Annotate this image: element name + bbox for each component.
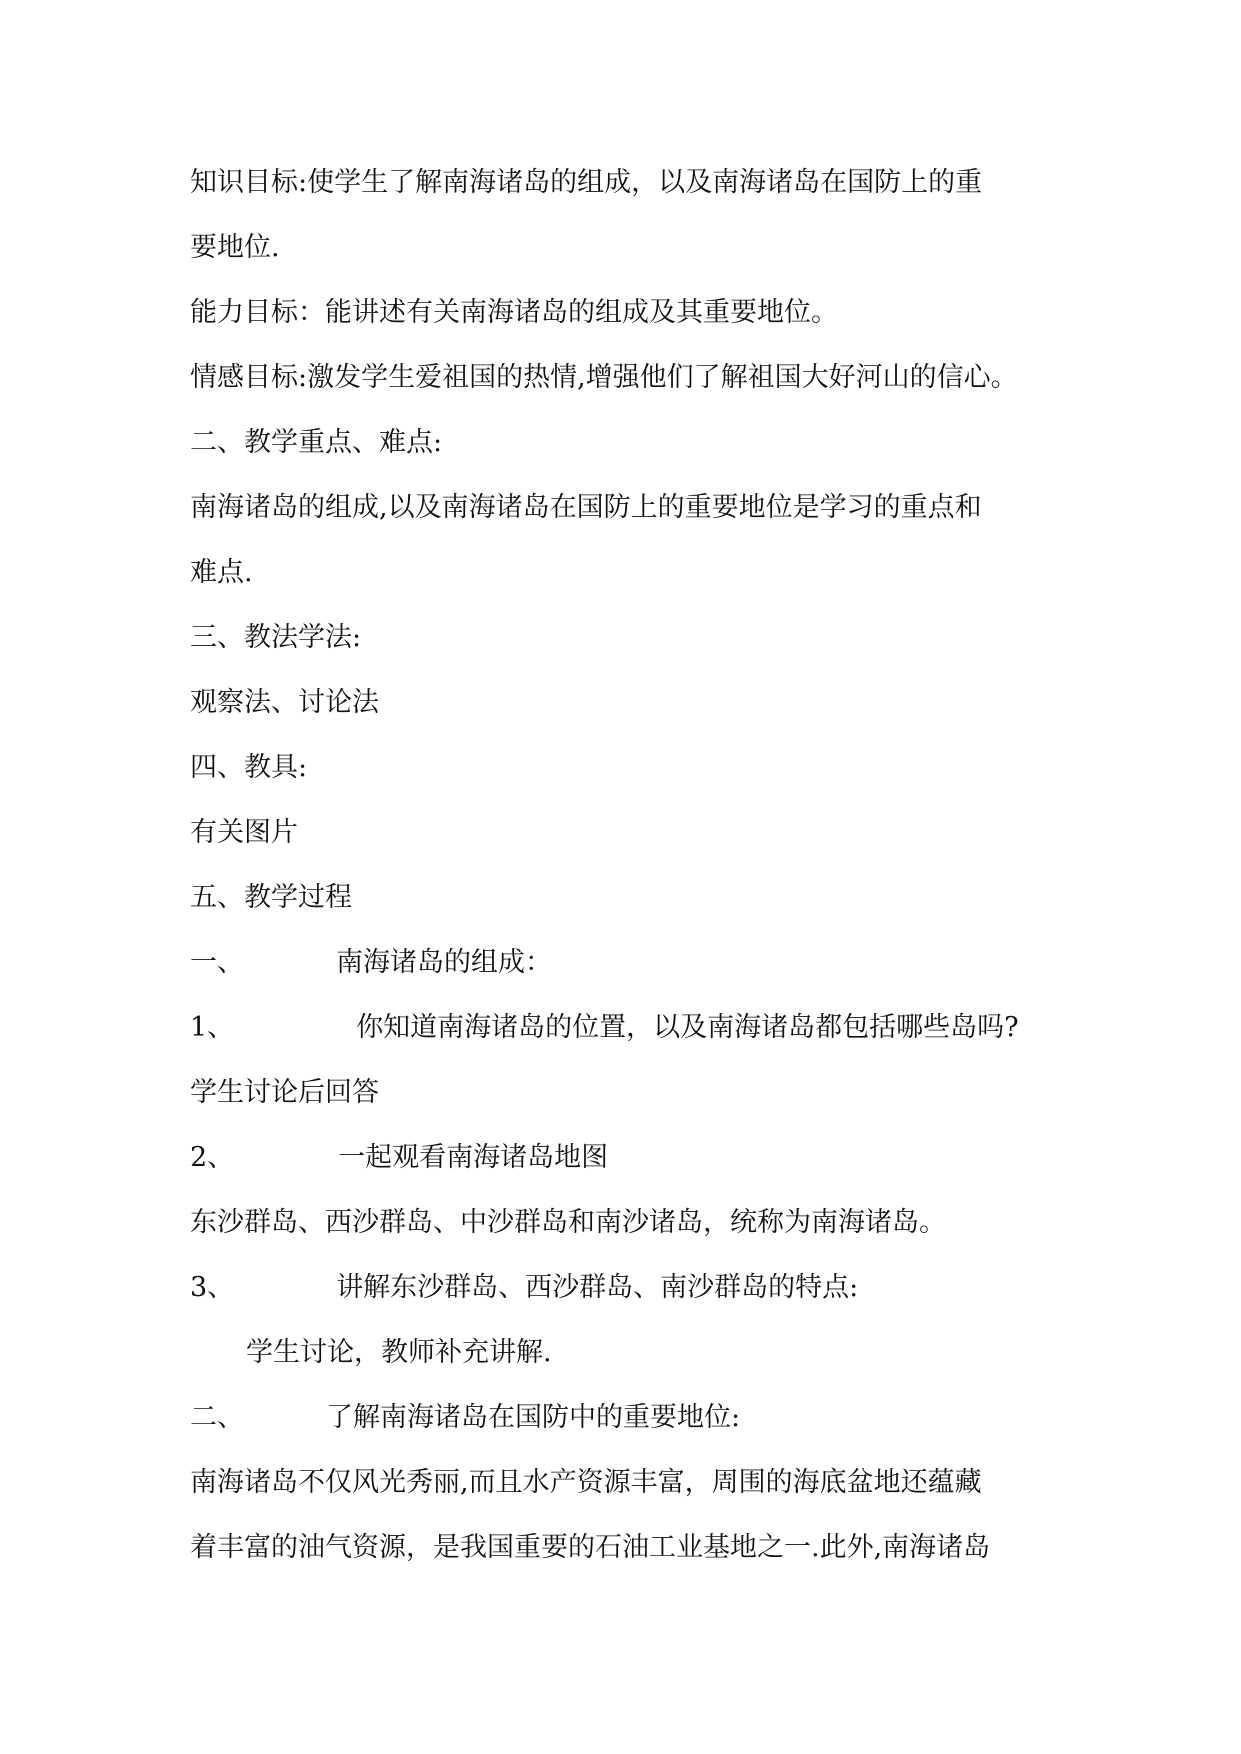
key-points-line-2: 难点. — [190, 557, 253, 588]
closing-line-1: 南海诸岛不仅风光秀丽,而且水产资源丰富，周围的海底盆地还蕴藏 — [190, 1467, 982, 1498]
item-2-text: 一起观看南海诸岛地图 — [338, 1142, 609, 1173]
item-1-answer: 学生讨论后回答 — [190, 1077, 379, 1108]
item-2 — [190, 1141, 608, 1175]
item-2-marker: 2、 — [190, 1142, 235, 1173]
item-1 — [190, 1011, 1019, 1045]
section-one-text: 南海诸岛的组成： — [336, 947, 552, 978]
item-3-answer: 学生讨论，教师补充讲解. — [246, 1337, 552, 1368]
section-one-marker: 一、 — [190, 947, 244, 978]
section-two-marker: 二、 — [190, 1402, 244, 1433]
item-1-text: 你知道南海诸岛的位置，以及南海诸岛都包括哪些岛吗? — [356, 1012, 1019, 1043]
item-3 — [190, 1271, 858, 1305]
methods-text: 观察法、讨论法 — [190, 687, 379, 718]
section-two-text: 了解南海诸岛在国防中的重要地位: — [326, 1402, 741, 1433]
knowledge-goal-line-2: 要地位. — [190, 232, 280, 263]
knowledge-goal-line-1: 知识目标:使学生了解南海诸岛的组成，以及南海诸岛在国防上的重 — [190, 167, 983, 198]
section-one — [190, 946, 552, 980]
heading-key-points: 二、教学重点、难点: — [190, 427, 443, 458]
item-1-marker: 1、 — [190, 1012, 235, 1043]
heading-tools: 四、教具: — [190, 752, 308, 783]
heading-process: 五、教学过程 — [190, 882, 352, 913]
emotion-goal-line: 情感目标:激发学生爱祖国的热情,增强他们了解祖国大好河山的信心。 — [190, 362, 1018, 393]
section-two — [190, 1401, 740, 1435]
heading-methods: 三、教法学法: — [190, 622, 362, 653]
item-3-text: 讲解东沙群岛、西沙群岛、南沙群岛的特点: — [336, 1272, 859, 1303]
item-3-marker: 3、 — [190, 1272, 235, 1303]
item-2-answer: 东沙群岛、西沙群岛、中沙群岛和南沙诸岛，统称为南海诸岛。 — [190, 1207, 946, 1238]
ability-goal-line: 能力目标：能讲述有关南海诸岛的组成及其重要地位。 — [190, 297, 838, 328]
tools-text: 有关图片 — [190, 817, 298, 848]
key-points-line-1: 南海诸岛的组成,以及南海诸岛在国防上的重要地位是学习的重点和 — [190, 492, 982, 523]
closing-line-2: 着丰富的油气资源，是我国重要的石油工业基地之一.此外,南海诸岛 — [190, 1532, 991, 1563]
